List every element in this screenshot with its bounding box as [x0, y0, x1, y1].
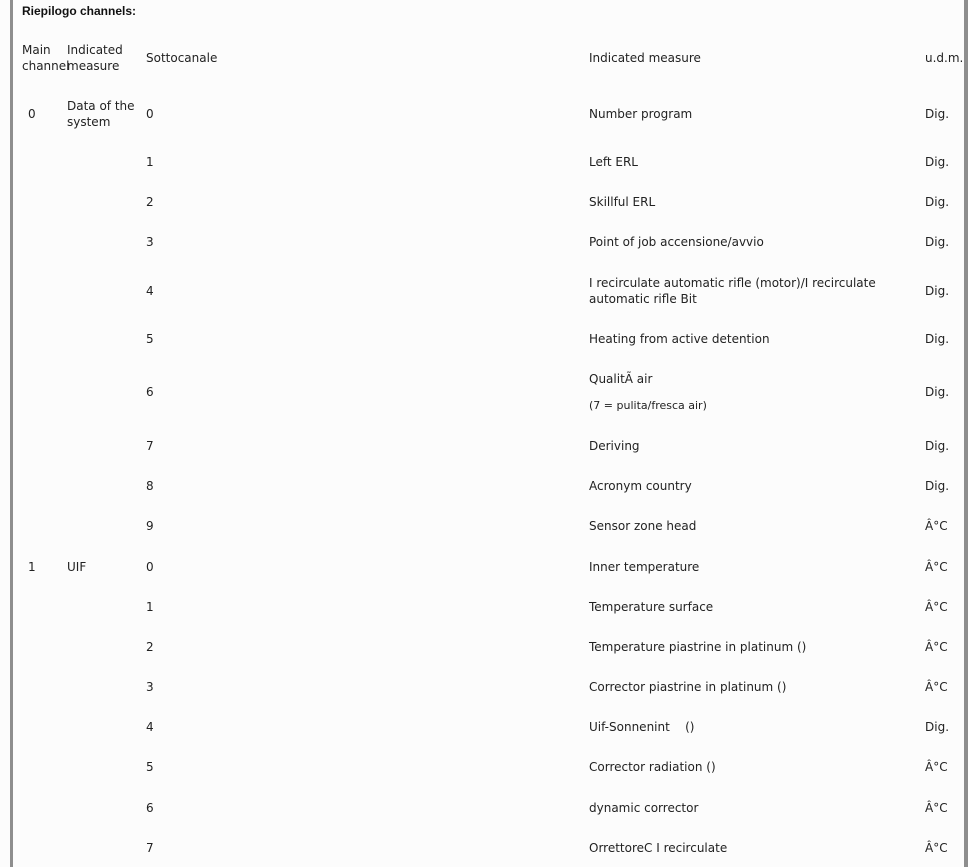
row-6-measure: QualitÃ air [589, 372, 653, 386]
header-indicated-measure-2: Indicated measure [589, 51, 701, 65]
row-11-sub: 1 [146, 600, 154, 614]
row-1-sub: 1 [146, 155, 154, 169]
row-0-indicated: Data of the system [67, 99, 135, 129]
row-12-measure: Temperature piastrine in platinum () [589, 640, 807, 654]
section-title: Riepilogo channels: [22, 4, 137, 18]
row-15-sub: 5 [146, 760, 154, 774]
row-5-sub: 5 [146, 332, 154, 346]
left-border [10, 0, 13, 867]
row-13-sub: 3 [146, 680, 154, 694]
row-3-udm: Dig. [925, 235, 950, 249]
row-8-measure: Acronym country [589, 479, 692, 493]
row-10-sub: 0 [146, 560, 154, 574]
row-16-sub: 6 [146, 801, 154, 815]
row-6-measure-note: (7 = pulita/fresca air) [589, 399, 707, 412]
row-12-udm: Â°C [925, 640, 948, 654]
header-udm: u.d.m. [925, 51, 964, 65]
row-13-udm: Â°C [925, 680, 948, 694]
row-12-sub: 2 [146, 640, 154, 654]
row-16-udm: Â°C [925, 801, 948, 815]
row-17-sub: 7 [146, 841, 154, 855]
row-16-measure: dynamic corrector [589, 801, 699, 815]
row-3-sub: 3 [146, 235, 154, 249]
row-10-indicated: UIF [67, 560, 87, 574]
row-4-sub: 4 [146, 284, 154, 298]
row-0-sub: 0 [146, 107, 154, 121]
row-11-measure: Temperature surface [589, 600, 714, 614]
row-8-udm: Dig. [925, 479, 950, 493]
row-0-measure: Number program [589, 107, 693, 121]
header-sottocanale: Sottocanale [146, 51, 218, 65]
header-main-channel: Main channel [22, 43, 70, 73]
row-0-udm: Dig. [925, 107, 950, 121]
row-7-sub: 7 [146, 439, 154, 453]
row-5-udm: Dig. [925, 332, 950, 346]
row-11-udm: Â°C [925, 600, 948, 614]
row-1-udm: Dig. [925, 155, 950, 169]
row-9-sub: 9 [146, 519, 154, 533]
row-9-measure: Sensor zone head [589, 519, 697, 533]
row-6-udm: Dig. [925, 385, 950, 399]
row-14-sub: 4 [146, 720, 154, 734]
row-2-udm: Dig. [925, 195, 950, 209]
row-6-sub: 6 [146, 385, 154, 399]
row-0-main: 0 [28, 107, 36, 121]
row-9-udm: Â°C [925, 519, 948, 533]
row-4-measure: I recirculate automatic rifle (motor)/I recirculate automatic rifle Bit [589, 276, 876, 306]
row-2-measure: Skillful ERL [589, 195, 656, 209]
row-10-udm: Â°C [925, 560, 948, 574]
row-15-measure: Corrector radiation () [589, 760, 716, 774]
row-15-udm: Â°C [925, 760, 948, 774]
right-border [964, 0, 968, 867]
row-10-main: 1 [28, 560, 36, 574]
row-10-measure: Inner temperature [589, 560, 700, 574]
row-1-measure: Left ERL [589, 155, 638, 169]
row-3-measure: Point of job accensione/avvio [589, 235, 764, 249]
row-17-measure: OrrettoreC I recirculate [589, 841, 728, 855]
row-14-measure: Uif-Sonnenint () [589, 720, 695, 734]
row-7-measure: Deriving [589, 439, 640, 453]
header-indicated-measure: Indicated measure [67, 43, 123, 73]
row-13-measure: Corrector piastrine in platinum () [589, 680, 787, 694]
row-17-udm: Â°C [925, 841, 948, 855]
row-5-measure: Heating from active detention [589, 332, 770, 346]
row-2-sub: 2 [146, 195, 154, 209]
row-14-udm: Dig. [925, 720, 950, 734]
row-8-sub: 8 [146, 479, 154, 493]
row-4-udm: Dig. [925, 284, 950, 298]
row-7-udm: Dig. [925, 439, 950, 453]
